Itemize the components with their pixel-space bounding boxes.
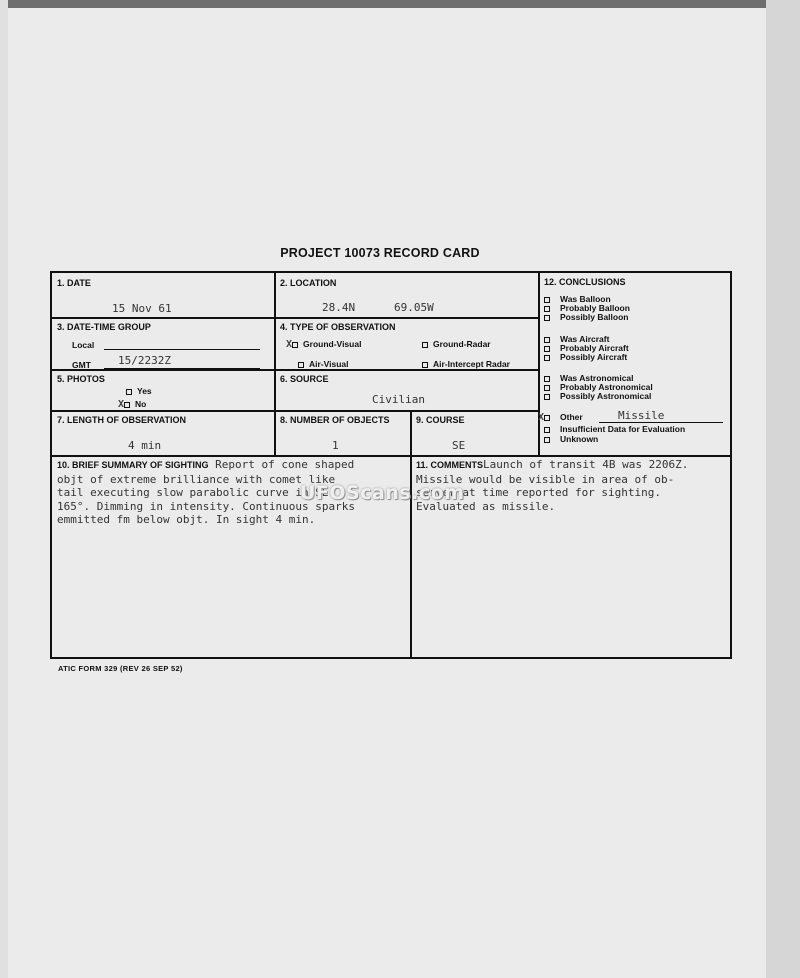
photos-yes [126, 386, 152, 396]
obs-ground-visual [286, 339, 361, 350]
checkbox-icon [544, 394, 550, 400]
ground-visual-check-mark: X [286, 339, 293, 350]
photos-no-check-mark: X [118, 399, 125, 410]
obs-air-intercept-radar [422, 359, 510, 369]
conclusion-label: Possibly Balloon [560, 312, 629, 322]
date-label: 1. DATE [57, 278, 91, 288]
conclusion-unknown [544, 434, 598, 444]
conclusion-label: Probably Balloon [560, 303, 630, 313]
summary-line-2: objt of extreme brilliance with comet like [57, 472, 336, 486]
other-line [599, 422, 723, 423]
summary-line-3: tail executing slow parabolic curve in SE [57, 486, 329, 499]
conclusion-label: Was Astronomical [560, 373, 634, 383]
conclusion-label: Possibly Astronomical [560, 391, 652, 401]
divider-col2 [538, 273, 540, 455]
date-time-group-label: 3. DATE-TIME GROUP [57, 322, 151, 332]
length-value: 4 min [128, 439, 162, 452]
course-label: 9. COURSE [416, 415, 465, 425]
local-line [104, 349, 260, 350]
photos-label: 5. PHOTOS [57, 374, 105, 384]
checkbox-icon [544, 415, 550, 421]
conclusion-label: Was Aircraft [560, 334, 610, 344]
conclusion-possibly-astronomical [544, 391, 651, 401]
divider-row1 [52, 317, 538, 319]
checkbox-icon [422, 342, 428, 348]
checkbox-icon [126, 389, 132, 395]
conclusion-label: Probably Astronomical [560, 382, 653, 392]
conclusion-label: Unknown [560, 434, 599, 444]
form-id: ATIC FORM 329 (REV 26 SEP 52) [58, 664, 183, 673]
comments-line-4: Evaluated as missile. [416, 499, 556, 513]
checkbox-icon [124, 402, 130, 408]
comments-line-1: Launch of transit 4B was 2206Z. [483, 458, 689, 471]
comments-label: 11. COMMENTS [416, 460, 484, 470]
watermark-text: UFOScans.com [300, 482, 465, 504]
other-value: Missile [618, 409, 665, 422]
conclusion-possibly-aircraft [544, 352, 627, 362]
obs-air-visual [298, 359, 349, 369]
conclusion-label: Was Balloon [560, 294, 611, 304]
photos-no-label: No [135, 399, 147, 409]
conclusion-label: Insufficient Data for Evaluation [560, 424, 686, 434]
course-value: SE [452, 439, 466, 452]
checkbox-icon [544, 315, 550, 321]
page-edge-right [766, 0, 800, 978]
source-label: 6. SOURCE [280, 374, 329, 384]
divider-col1 [274, 273, 276, 455]
divider-row2 [52, 369, 538, 371]
checkbox-icon [298, 362, 304, 368]
record-card [50, 271, 732, 659]
summary-line-1: Report of cone shaped [215, 458, 355, 471]
gmt-value: 15/2232Z [118, 354, 171, 367]
summary-line-4: 165°. Dimming in intensity. Continuous sparks [57, 499, 356, 513]
comments-line-2: Missile would be visible in area of ob- [416, 472, 675, 486]
checkbox-icon [422, 362, 428, 368]
photos-no [118, 399, 146, 410]
checkbox-icon [544, 427, 550, 433]
local-label: Local [72, 340, 95, 350]
location-label: 2. LOCATION [280, 278, 337, 288]
conclusion-label: Other [560, 412, 583, 422]
comments-line-3: server at time reported for sighting. [416, 486, 662, 499]
card-title: PROJECT 10073 RECORD CARD [280, 246, 480, 260]
obs-ground-visual-label: Ground-Visual [303, 339, 362, 349]
summary-label: 10. BRIEF SUMMARY OF SIGHTING [57, 460, 209, 470]
observation-type-label: 4. TYPE OF OBSERVATION [280, 322, 396, 332]
checkbox-icon [544, 437, 550, 443]
page-edge-left [0, 0, 8, 978]
obs-air-visual-label: Air-Visual [309, 359, 349, 369]
divider-col3 [410, 410, 412, 657]
obs-air-intercept-radar-label: Air-Intercept Radar [433, 359, 510, 369]
conclusions-label: 12. CONCLUSIONS [544, 277, 626, 287]
checkbox-icon [292, 342, 298, 348]
summary-line-5: emmitted fm below objt. In sight 4 min. [57, 513, 316, 526]
divider-row3 [52, 410, 538, 412]
divider-row4 [52, 455, 730, 457]
gmt-label: GMT [72, 360, 91, 370]
obs-ground-radar [422, 339, 491, 349]
conclusion-possibly-balloon [544, 312, 629, 322]
date-value: 15 Nov 61 [112, 302, 172, 315]
source-value: Civilian [372, 393, 425, 406]
number-objects-value: 1 [332, 439, 339, 452]
length-label: 7. LENGTH OF OBSERVATION [57, 415, 187, 425]
obs-ground-radar-label: Ground-Radar [433, 339, 491, 349]
page-edge-top [0, 0, 800, 8]
photos-yes-label: Yes [137, 386, 152, 396]
conclusion-other [538, 412, 583, 423]
conclusion-label: Probably Aircraft [560, 343, 629, 353]
location-lon: 69.05W [394, 301, 434, 314]
conclusion-label: Possibly Aircraft [560, 352, 628, 362]
location-lat: 28.4N [322, 301, 356, 314]
conclusion-insufficient-data [544, 424, 685, 434]
gmt-line [104, 368, 260, 369]
checkbox-icon [544, 355, 550, 361]
other-check-mark: X [538, 412, 545, 423]
number-objects-label: 8. NUMBER OF OBJECTS [280, 415, 390, 425]
